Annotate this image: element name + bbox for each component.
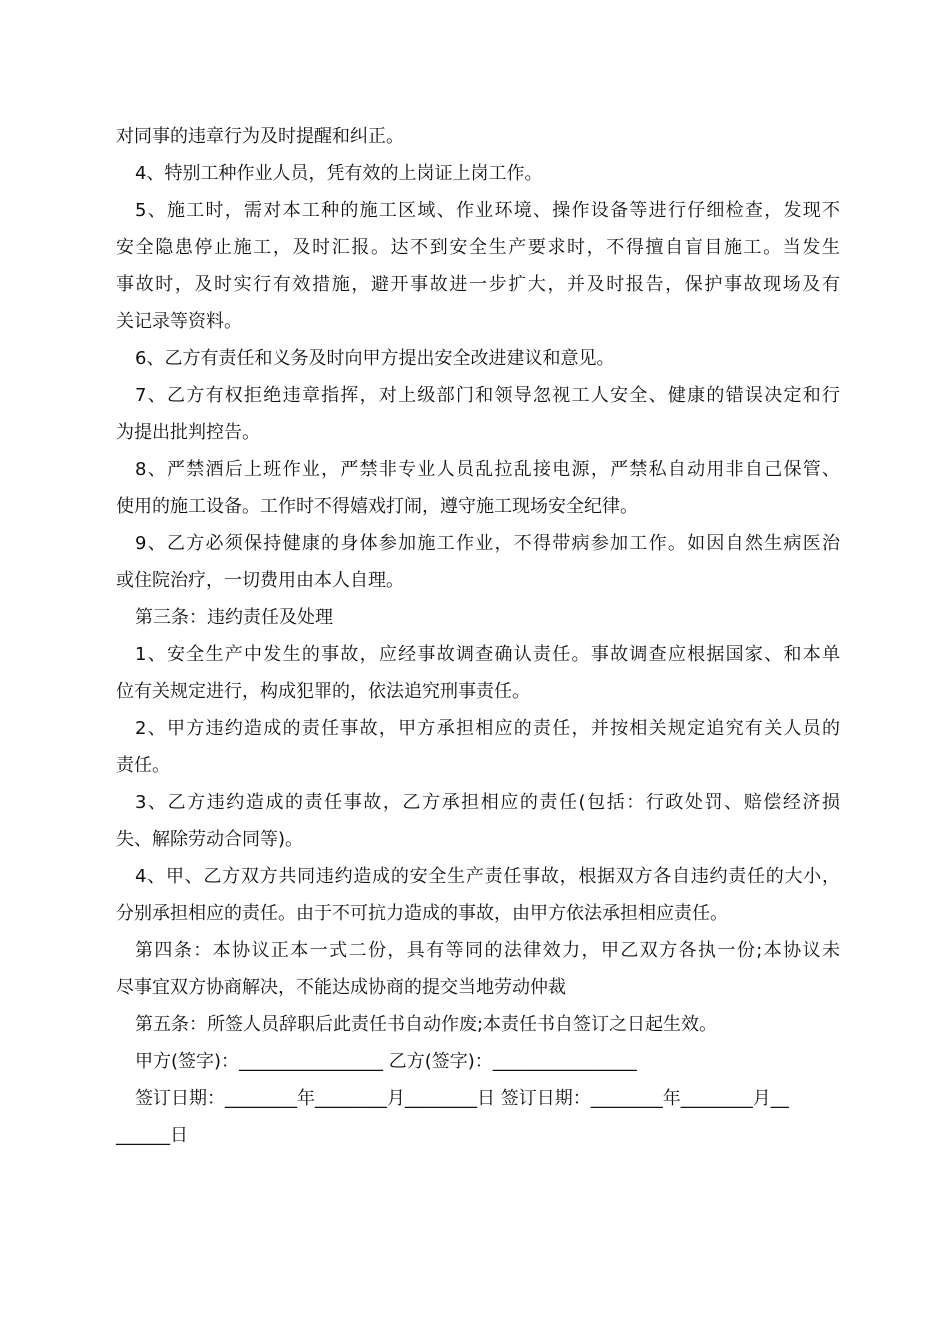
text-line: 使用的施工设备。工作时不得嬉戏打闹，遵守施工现场安全纪律。: [116, 496, 638, 517]
text-line: 关记录等资料。: [116, 311, 242, 332]
text-line: 5、施工时，需对本工种的施工区域、作业环境、操作设备等进行仔细检查，发现不: [135, 200, 840, 221]
text-line: 为提出批判控告。: [116, 422, 260, 443]
text-line: 失、解除劳动合同等)。: [116, 829, 304, 850]
text-line: 事故时，及时实行有效措施，避开事故进一步扩大，并及时报告，保护事故现场及有: [116, 274, 840, 295]
text-line: 分别承担相应的责任。由于不可抗力造成的事故，由甲方依法承担相应责任。: [116, 903, 728, 924]
text-line: 4、特别工种作业人员，凭有效的上岗证上岗工作。: [135, 163, 543, 184]
text-line: 位有关规定进行，构成犯罪的，依法追究刑事责任。: [116, 681, 530, 702]
text-line: 6、乙方有责任和义务及时向甲方提出安全改进建议和意见。: [135, 348, 615, 369]
text-line: 3、乙方违约造成的责任事故，乙方承担相应的责任(包括：行政处罚、赔偿经济损: [135, 792, 840, 813]
text-line: 4、甲、乙方双方共同违约造成的安全生产责任事故，根据双方各自违约责任的大小，: [135, 866, 840, 887]
text-line: 责任。: [116, 755, 170, 776]
document-body: [116, 118, 840, 1154]
text-line: 或住院治疗，一切费用由本人自理。: [116, 570, 404, 591]
text-line: 2、甲方违约造成的责任事故，甲方承担相应的责任，并按相关规定追究有关人员的: [135, 718, 840, 739]
date-line: ______日: [116, 1125, 188, 1146]
signature-line: 甲方(签字)：________________ 乙方(签字)：________________: [135, 1051, 637, 1072]
text-line: 对同事的违章行为及时提醒和纠正。: [116, 126, 404, 147]
date-line: 签订日期：________年________月________日 签订日期：________年________月__: [135, 1088, 789, 1109]
text-line: 7、乙方有权拒绝违章指挥，对上级部门和领导忽视工人安全、健康的错误决定和行: [135, 385, 840, 406]
text-line: 第四条：本协议正本一式二份，具有等同的法律效力，甲乙双方各执一份;本协议未: [135, 940, 840, 961]
text-line: 8、严禁酒后上班作业，严禁非专业人员乱拉乱接电源，严禁私自动用非自己保管、: [135, 459, 840, 480]
text-line: 第五条：所签人员辞职后此责任书自动作废;本责任书自签订之日起生效。: [135, 1014, 718, 1035]
text-line: 安全隐患停止施工，及时汇报。达不到安全生产要求时，不得擅自盲目施工。当发生: [116, 237, 840, 258]
text-line: 9、乙方必须保持健康的身体参加施工作业，不得带病参加工作。如因自然生病医治: [135, 533, 840, 554]
text-line: 尽事宜双方协商解决，不能达成协商的提交当地劳动仲裁: [116, 977, 566, 998]
text-line: 1、安全生产中发生的事故，应经事故调查确认责任。事故调查应根据国家、和本单: [135, 644, 840, 665]
section-heading: 第三条：违约责任及处理: [135, 607, 333, 628]
